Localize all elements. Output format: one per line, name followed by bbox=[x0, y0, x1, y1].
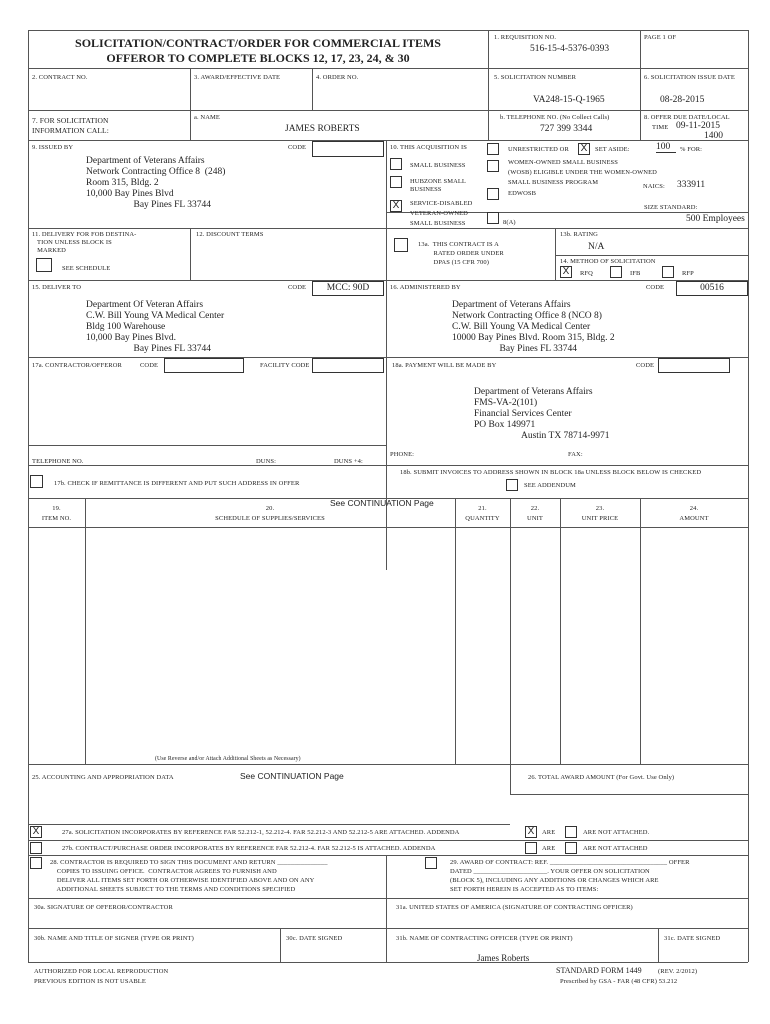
sdvosb-checkbox[interactable]: X bbox=[390, 200, 402, 212]
solicitation-no-label: 5. SOLICITATION NUMBER bbox=[494, 74, 577, 81]
edwosb-checkbox[interactable] bbox=[487, 188, 499, 200]
rated-order-checkbox[interactable] bbox=[394, 238, 408, 252]
addenda-are-not-checkbox[interactable] bbox=[565, 826, 577, 838]
remittance-label: 17b. CHECK IF REMITTANCE IS DIFFERENT AND PUT SUCH ADDRESS IN OFFER bbox=[54, 480, 300, 487]
administered-by-code-label: CODE bbox=[646, 284, 665, 291]
offer-due-label: 8. OFFER DUE DATE/LOCAL bbox=[644, 114, 730, 121]
unit-price-header: 23. UNIT PRICE bbox=[581, 505, 619, 522]
eight-a-label: 8(A) bbox=[503, 219, 516, 226]
naics-value: 333911 bbox=[677, 180, 706, 190]
payment-fax-label: FAX: bbox=[568, 451, 583, 458]
quantity-header: 21. QUANTITY bbox=[465, 505, 500, 522]
rating-label: 13b. RATING bbox=[560, 231, 598, 238]
wosb-label: WOMEN-OWNED SMALL BUSINESS (WOSB) ELIGIBLE UNDER THE WOMEN-OWNED SMALL BUSINESS PROGRAM bbox=[508, 159, 657, 186]
award-date-label: 3. AWARD/EFFECTIVE DATE bbox=[194, 74, 281, 81]
delivery-fob-label: 11. DELIVERY FOR FOB DESTINA- TION UNLESS BLOCK IS MARKED bbox=[32, 231, 137, 254]
naics-label: NAICS: bbox=[643, 183, 665, 190]
block-27b-label: 27b. CONTRACT/PURCHASE ORDER INCORPORATES BY REFERENCE FAR 52.212-4. FAR 52.212-5 IS ATTACHED. ADDENDA bbox=[62, 845, 436, 852]
sdvosb-label: SERVICE-DISABLED VETERAN-OWNED SMALL BUSINESS bbox=[410, 200, 473, 227]
size-standard-value: 500 Employees bbox=[686, 214, 745, 224]
see-addendum-checkbox[interactable] bbox=[506, 479, 518, 491]
eight-a-checkbox[interactable] bbox=[487, 212, 499, 224]
rfp-checkbox[interactable] bbox=[662, 266, 674, 278]
block-27a-label: 27a. SOLICITATION INCORPORATES BY REFERENCE FAR 52.212-1, 52.212-4. FAR 52.212-3 AND 52.212-5 ARE ATTACHED. ADDENDA bbox=[62, 829, 460, 836]
block-28-checkbox[interactable] bbox=[30, 857, 42, 869]
duns4-label: DUNS +4: bbox=[334, 458, 363, 465]
administered-by-label: 16. ADMINISTERED BY bbox=[390, 284, 461, 291]
deliver-to-code-label: CODE bbox=[288, 284, 307, 291]
footer-authorized: AUTHORIZED FOR LOCAL REPRODUCTION bbox=[34, 968, 169, 975]
size-standard-label: SIZE STANDARD: bbox=[644, 204, 698, 211]
signer-name-label: 30b. NAME AND TITLE OF SIGNER (TYPE OR PRINT) bbox=[34, 935, 194, 942]
edwosb-label: EDWOSB bbox=[508, 190, 537, 197]
item-no-header: 19. ITEM NO. bbox=[41, 505, 72, 522]
block-28-text: 28. CONTRACTOR IS REQUIRED TO SIGN THIS DOCUMENT AND RETURN _______________ COPIES TO ISSUING OFFICE. CONTRACTOR AGREES TO FURNISH AND DELIVER ALL ITEMS SET FORTH OR OTHERWISE IDENTIFIED ABOVE AND ON ANY ADDITIONAL SHEETS SUBJECT TO THE TERMS AND CONDITIONS SPECIFIED bbox=[50, 859, 328, 893]
co-name-value: James Roberts bbox=[477, 953, 530, 963]
block-29-text: 29. AWARD OF CONTRACT: REF. ___________________________________ OFFER DATED ______________________. YOUR OFFER ON SOLICITATION (BLOCK 5), INCLUDING ANY ADDITIONS OR CHANGES WHICH ARE SET FORTH HEREIN IS ACCEPTED AS TO ITEMS: bbox=[450, 859, 690, 893]
co-name-label: 31b. NAME OF CONTRACTING OFFICER (TYPE OR PRINT) bbox=[396, 935, 573, 942]
payment-address: Department of Veterans Affairs FMS-VA-2(101) Financial Services Center PO Box 149971 Austin TX 78714-9971 bbox=[474, 387, 610, 441]
offeror-date-label: 30c. DATE SIGNED bbox=[286, 935, 343, 942]
deliver-to-code-field[interactable]: MCC: 90D bbox=[312, 281, 384, 296]
footer-revision: (REV. 2/2012) bbox=[658, 968, 698, 975]
co-signature-label: 31a. UNITED STATES OF AMERICA (SIGNATURE OF CONTRACTING OFFICER) bbox=[396, 904, 633, 911]
payment-code-field[interactable] bbox=[658, 358, 730, 373]
addenda-are-not-label: ARE NOT ATTACHED. bbox=[583, 829, 650, 836]
accounting-value: See CONTINUATION Page bbox=[240, 771, 344, 781]
form-title bbox=[28, 36, 488, 66]
footer-prescribed: Prescribed by GSA - FAR (48 CFR) 53.212 bbox=[560, 978, 678, 985]
contact-name-value: JAMES ROBERTS bbox=[285, 124, 360, 134]
footer-previous: PREVIOUS EDITION IS NOT USABLE bbox=[34, 978, 146, 985]
block-27b-checkbox[interactable] bbox=[30, 842, 42, 854]
wosb-checkbox[interactable] bbox=[487, 160, 499, 172]
form-title-line1: SOLICITATION/CONTRACT/ORDER FOR COMMERCIAL ITEMS bbox=[75, 36, 441, 50]
payment-phone-label: PHONE: bbox=[390, 451, 415, 458]
offeror-signature-label: 30a. SIGNATURE OF OFFEROR/CONTRACTOR bbox=[34, 904, 173, 911]
rated-order-label: 13a. THIS CONTRACT IS A RATED ORDER UNDER DPAS (15 CFR 700) bbox=[418, 241, 504, 266]
facility-code-label: FACILITY CODE bbox=[260, 362, 310, 369]
ifb-checkbox[interactable] bbox=[610, 266, 622, 278]
form-title-line2: OFFEROR TO COMPLETE BLOCKS 12, 17, 23, 24, & 30 bbox=[106, 51, 410, 65]
total-award-label: 26. TOTAL AWARD AMOUNT (For Govt. Use Only) bbox=[528, 774, 675, 781]
page-label: PAGE 1 OF bbox=[644, 34, 677, 41]
hubzone-label: HUBZONE SMALL BUSINESS bbox=[410, 178, 467, 193]
payment-code-label: CODE bbox=[636, 362, 655, 369]
see-addendum-label: SEE ADDENDUM bbox=[524, 482, 576, 489]
contractor-code-label: CODE bbox=[140, 362, 159, 369]
issued-by-address: Department of Veterans Affairs Network Contracting Office 8 (248) Room 315, Bldg. 2 10,000 Bay Pines Blvd Bay Pines FL 33744 bbox=[86, 156, 226, 210]
info-call-label: 7. FOR SOLICITATION INFORMATION CALL: bbox=[32, 116, 109, 135]
invoice-label: 18b. SUBMIT INVOICES TO ADDRESS SHOWN IN BLOCK 18a UNLESS BLOCK BELOW IS CHECKED bbox=[400, 469, 702, 476]
issue-date-value: 08-28-2015 bbox=[660, 95, 705, 105]
reverse-note: (Use Reverse and/or Attach Additional Sheets as Necessary) bbox=[155, 756, 301, 762]
offer-time-label: TIME bbox=[652, 124, 669, 131]
issued-by-code-field[interactable] bbox=[312, 141, 384, 157]
set-aside-checkbox[interactable]: X bbox=[578, 143, 590, 155]
contractor-code-field[interactable] bbox=[164, 358, 244, 373]
deliver-to-address: Department Of Veteran Affairs C.W. Bill Young VA Medical Center Bldg 100 Warehouse 10,000 Bay Pines Blvd. Bay Pines FL 33744 bbox=[86, 300, 225, 354]
block-27a-checkbox[interactable]: X bbox=[30, 826, 42, 838]
facility-code-field[interactable] bbox=[312, 358, 384, 373]
unrestricted-label: UNRESTRICTED OR bbox=[508, 146, 569, 153]
requisition-label: 1. REQUISITION NO. bbox=[494, 34, 557, 41]
administered-by-address: Department of Veterans Affairs Network Contracting Office 8 (NCO 8) C.W. Bill Young VA Medical Center 10000 Bay Pines Blvd. Room 315, Bldg. 2 Bay Pines FL 33744 bbox=[452, 300, 615, 354]
see-schedule-checkbox[interactable] bbox=[36, 258, 52, 272]
percent-for-label: % FOR: bbox=[680, 146, 703, 153]
supplies-header: 20. SCHEDULE OF SUPPLIES/SERVICES bbox=[215, 505, 325, 522]
co-date-label: 31c. DATE SIGNED bbox=[664, 935, 721, 942]
addenda-b-are-label: ARE bbox=[542, 845, 556, 852]
small-business-checkbox[interactable] bbox=[390, 158, 402, 170]
duns-label: DUNS: bbox=[256, 458, 277, 465]
total-award-field[interactable] bbox=[510, 794, 748, 825]
accounting-label: 25. ACCOUNTING AND APPROPRIATION DATA bbox=[32, 774, 174, 781]
addenda-b-are-not-label: ARE NOT ATTACHED bbox=[583, 845, 648, 852]
contractor-telephone-label: TELEPHONE NO. bbox=[32, 458, 84, 465]
block-29-checkbox[interactable] bbox=[425, 857, 437, 869]
addenda-are-checkbox[interactable]: X bbox=[525, 826, 537, 838]
issue-date-label: 6. SOLICITATION ISSUE DATE bbox=[644, 74, 735, 81]
payment-label: 18a. PAYMENT WILL BE MADE BY bbox=[392, 362, 497, 369]
offer-due-date: 09-11-2015 bbox=[676, 121, 720, 131]
solicitation-no-value: VA248-15-Q-1965 bbox=[533, 95, 605, 105]
contact-name-label: a. NAME bbox=[194, 114, 220, 121]
remittance-checkbox[interactable] bbox=[30, 475, 43, 488]
schedule-continuation: See CONTINUATION Page bbox=[330, 498, 434, 508]
order-no-label: 4. ORDER NO. bbox=[316, 74, 359, 81]
offer-due-time: 1400 bbox=[704, 131, 723, 141]
contract-no-label: 2. CONTRACT NO. bbox=[32, 74, 88, 81]
see-schedule-label: SEE SCHEDULE bbox=[62, 265, 111, 272]
addenda-are-label: ARE bbox=[542, 829, 556, 836]
discount-terms-label: 12. DISCOUNT TERMS bbox=[196, 231, 264, 238]
deliver-to-label: 15. DELIVER TO bbox=[32, 284, 82, 291]
addenda-b-are-checkbox[interactable] bbox=[525, 842, 537, 854]
administered-by-code-field[interactable]: 00516 bbox=[676, 281, 748, 296]
footer-standard-form: STANDARD FORM 1449 bbox=[556, 966, 642, 975]
telephone-label: b. TELEPHONE NO. (No Collect Calls) bbox=[500, 114, 610, 121]
small-business-label: SMALL BUSINESS bbox=[410, 162, 466, 169]
unrestricted-checkbox[interactable] bbox=[487, 143, 499, 155]
set-aside-percent: 100 bbox=[656, 142, 676, 153]
acquisition-label: 10. THIS ACQUISITION IS bbox=[390, 144, 467, 151]
issued-by-label: 9. ISSUED BY bbox=[32, 144, 74, 151]
method-label: 14. METHOD OF SOLICITATION bbox=[560, 258, 656, 265]
addenda-b-are-not-checkbox[interactable] bbox=[565, 842, 577, 854]
unit-header: 22. UNIT bbox=[527, 505, 543, 522]
issued-by-code-label: CODE bbox=[288, 144, 307, 151]
contractor-label: 17a. CONTRACTOR/OFFEROR bbox=[32, 362, 122, 369]
hubzone-checkbox[interactable] bbox=[390, 176, 402, 188]
ifb-label: IFB bbox=[630, 270, 641, 277]
rfq-label: RFQ bbox=[580, 270, 593, 277]
rfq-checkbox[interactable]: X bbox=[560, 266, 572, 278]
set-aside-label: SET ASIDE: bbox=[595, 146, 630, 153]
amount-header: 24. AMOUNT bbox=[679, 505, 709, 522]
rfp-label: RFP bbox=[682, 270, 694, 277]
telephone-value: 727 399 3344 bbox=[540, 124, 593, 134]
rating-value: N/A bbox=[588, 242, 605, 252]
requisition-value: 516-15-4-5376-0393 bbox=[530, 44, 610, 54]
